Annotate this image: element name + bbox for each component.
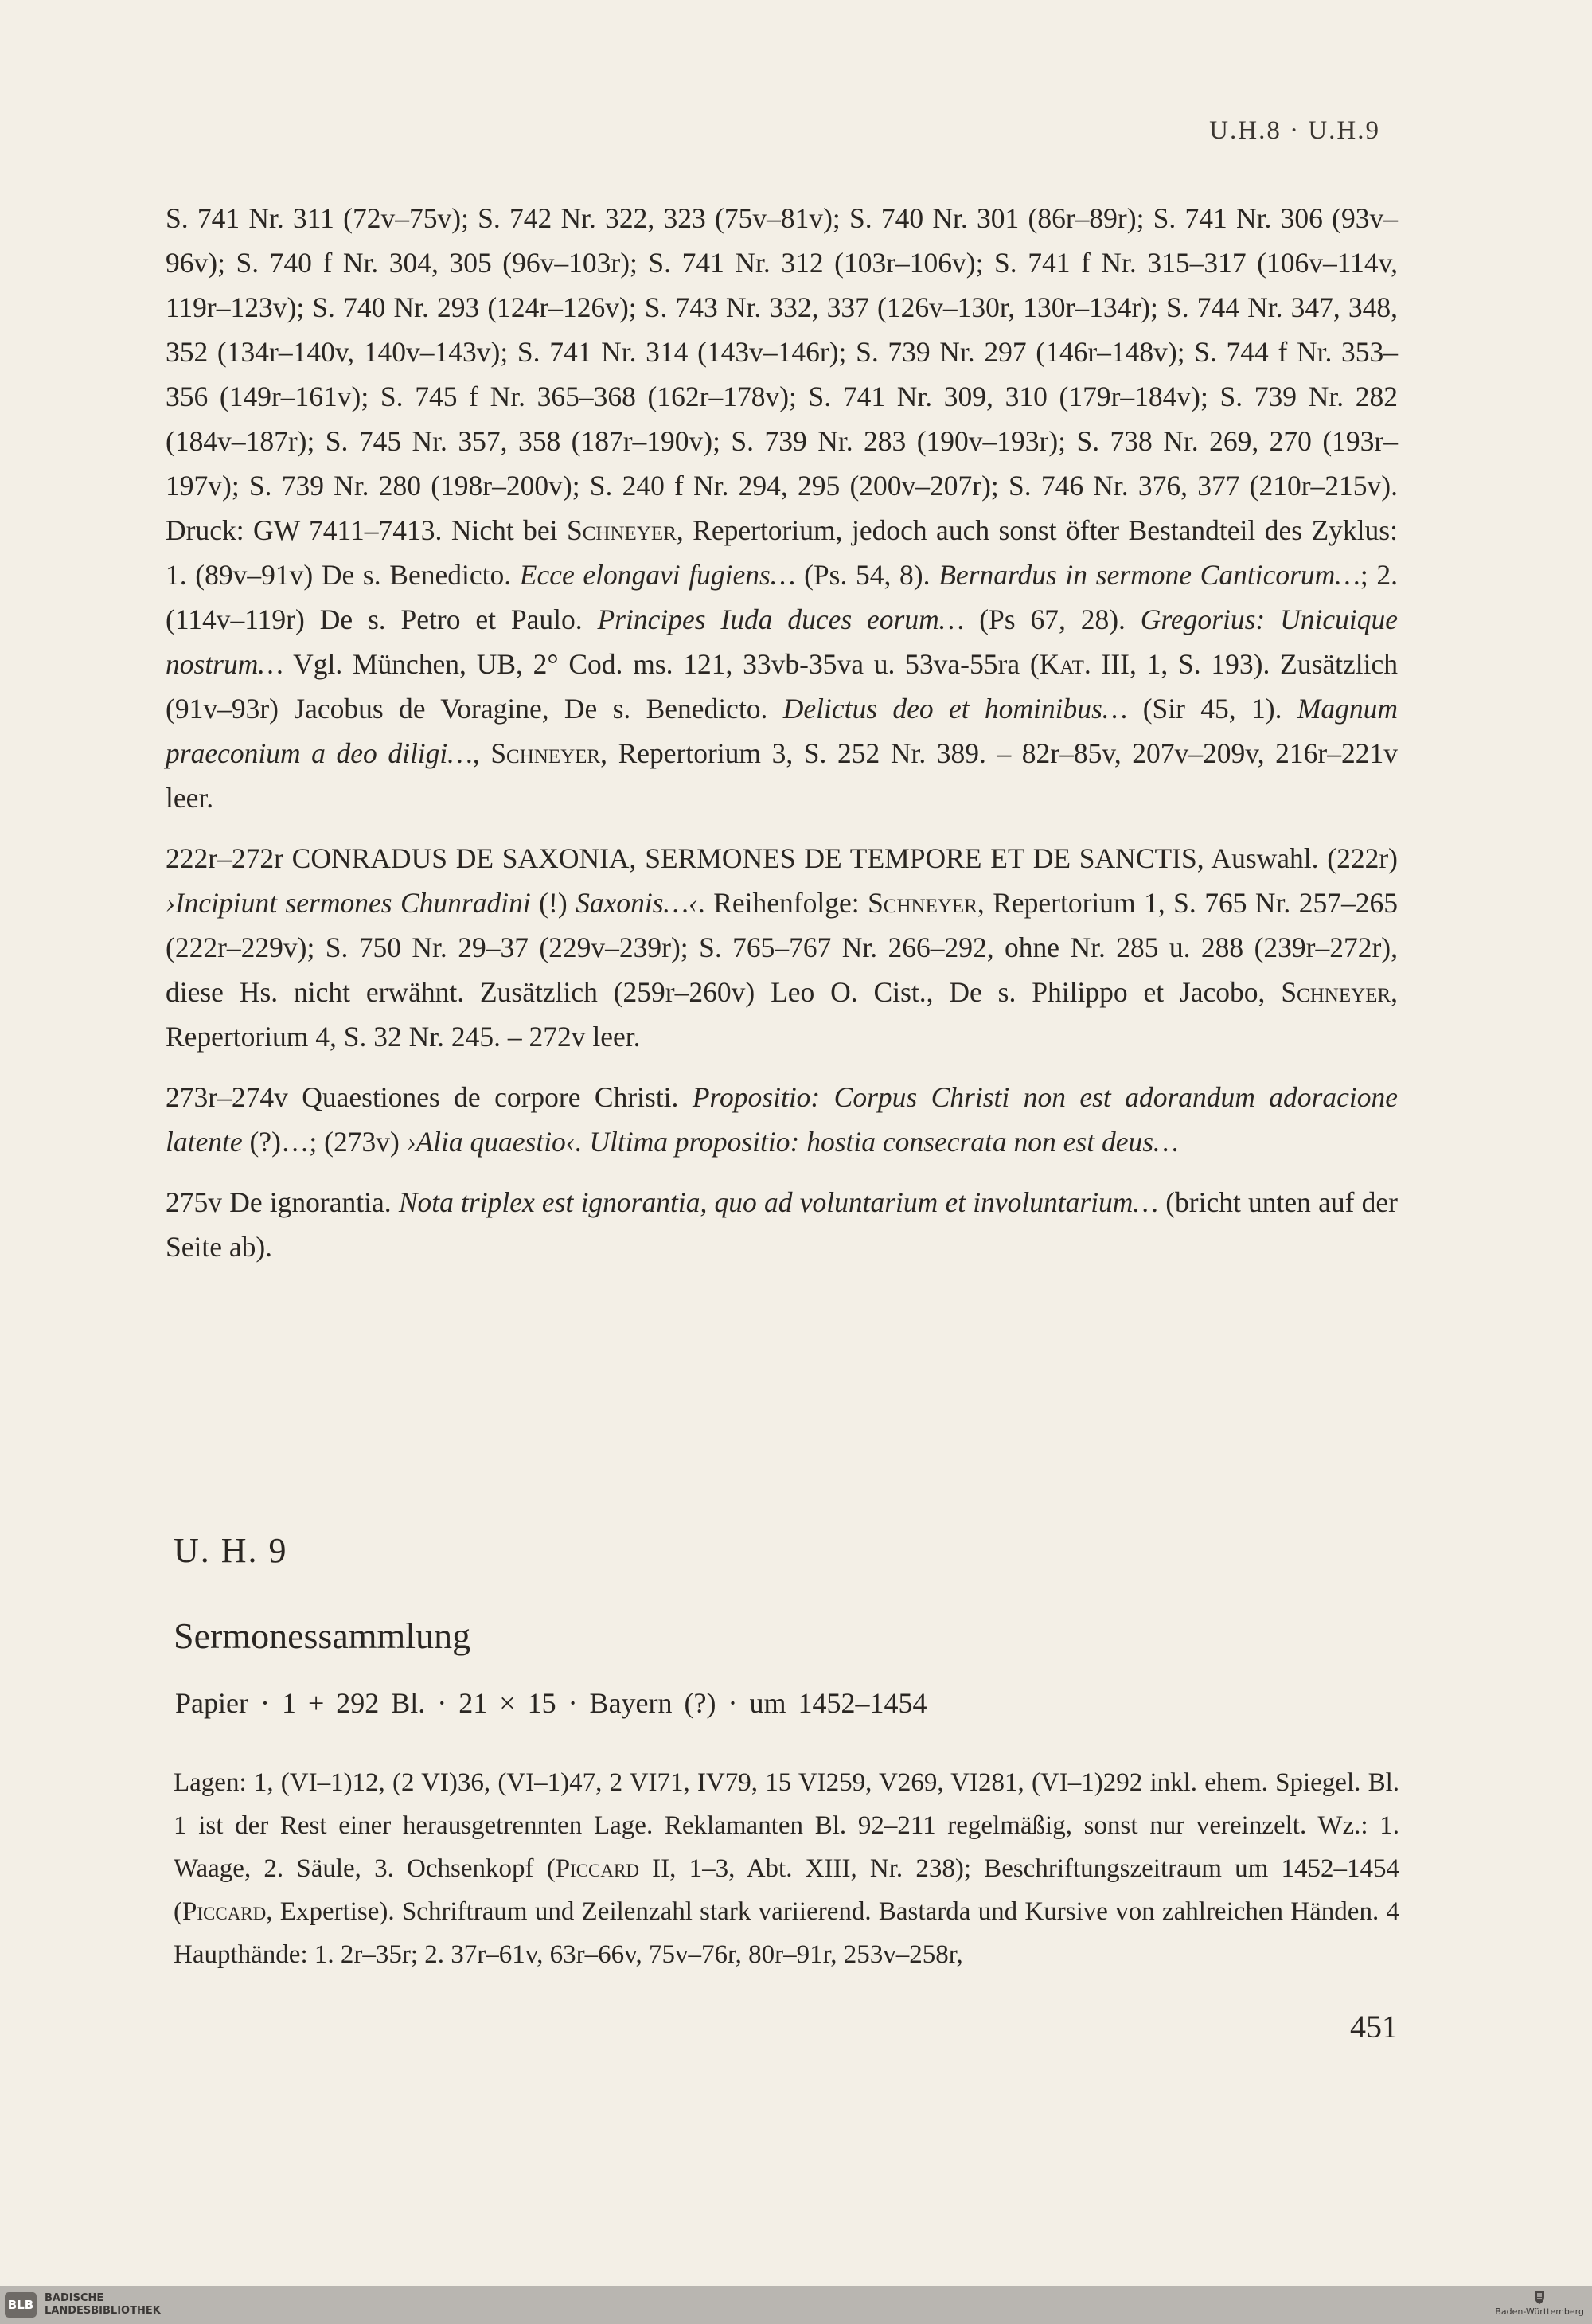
text-run: (Sir 45, 1).: [1127, 693, 1297, 725]
text-run: , Expertise). Schriftraum und Zeilenzahl stark variierend. Bastarda und Kursive von zahlreichen Händen. 4 Haupthände: 1. 2r–35r; 2. 37r–61v, 63r–66v, 75v–76r, 80r–91r, 253v–258r,: [174, 1897, 1399, 1969]
incipit: Ecce elongavi fugiens…: [519, 559, 796, 591]
text-run: Vgl. München, UB, 2° Cod. ms. 121, 33vb-35va u. 53va-55ra (: [283, 648, 1040, 680]
running-head: U.H.8 · U.H.9: [1209, 116, 1380, 145]
author-name: Schneyer: [868, 887, 977, 919]
text-run: ,: [472, 737, 491, 769]
text-run: , Repertorium 1, S. 765 Nr. 257–265 (222r–229v); S. 750 Nr. 29–37 (229v–239r); S. 765–767 Nr. 266–292, ohne Nr. 285 u. 288 (239r–272r), diese Hs. nicht erwähnt. Zusätzlich (259r–260v) Leo O. Cist., De s. Philippo et Jacobo,: [166, 887, 1399, 1008]
author-name: Piccard: [182, 1897, 267, 1926]
author-name: Schneyer: [567, 514, 677, 546]
incipit: Gregorius: Unicuique nostrum…: [166, 603, 1398, 680]
text-run: . Reihenfolge:: [697, 887, 868, 919]
incipit: ›Incipiunt sermones Chunradini: [166, 887, 531, 919]
paragraph-quaestiones: [166, 1075, 1398, 1164]
text-run: , Repertorium 3, S. 252 Nr. 389. – 82r–85v, 207v–209v, 216r–221v leer.: [166, 737, 1399, 814]
author-name: Schneyer: [490, 737, 601, 769]
incipit: Delictus deo et hominibus…: [782, 693, 1128, 725]
text-run: (Ps 67, 28).: [964, 603, 1141, 635]
author-name: Schneyer: [1281, 976, 1391, 1008]
catalog-abbrev: Kat.: [1039, 648, 1091, 680]
paragraph-conradus: [166, 836, 1398, 1059]
paragraph-references: [166, 196, 1398, 820]
incipit: Magnum praeconium a deo diligi…: [166, 693, 1398, 769]
text-run: Lagen: 1, (VI–1)12, (2 VI)36, (VI–1)47, 2 VI71, IV79, 15 VI259, V269, VI281, (VI–1)292 inkl. ehem. Spiegel. Bl. 1 ist der Rest einer herausgetrennten Lage. Reklamanten Bl. 92–211 regelmäßig, sonst nur vereinzelt. Wz.: 1. Waage, 2. Säule, 3. Ochsenkopf (: [174, 1768, 1399, 1883]
library-name: [45, 2292, 161, 2318]
entry-text: [166, 196, 1398, 1285]
partner-logo: [1495, 2289, 1584, 2317]
text-run: 273r–274v Quaestiones de corpore Christi.: [166, 1081, 693, 1113]
incipit: Principes Iuda duces eorum…: [597, 603, 965, 635]
collation-paragraph: [174, 1761, 1399, 1976]
paragraph-ignorantia: [166, 1180, 1398, 1269]
text-run: , Repertorium, jedoch auch sonst öfter Bestandteil des Zyklus: 1. (89v–91v) De s. Benedicto.: [166, 514, 1398, 591]
library-logo: BLB: [5, 2292, 37, 2318]
incipit: Nota triplex est ignorantia, quo ad voluntarium et involuntarium…: [398, 1186, 1159, 1218]
incipit: Propositio: Corpus Christi non est adorandum adoracione latente: [166, 1081, 1399, 1158]
incipit: ›Alia quaestio‹. Ultima propositio: hostia consecrata non est deus…: [406, 1126, 1179, 1158]
page-number: 451: [1350, 2009, 1398, 2045]
text-run: 222r–272r CONRADUS DE SAXONIA, SERMONES DE TEMPORE ET DE SANCTIS, Auswahl. (222r): [166, 842, 1398, 874]
shelfmark-heading: U. H. 9: [174, 1531, 288, 1570]
text-run: S. 741 Nr. 311 (72v–75v); S. 742 Nr. 322, 323 (75v–81v); S. 740 Nr. 301 (86r–89r); S. 741 Nr. 306 (93v–96v); S. 740 f Nr. 304, 305 (96v–103r); S. 741 Nr. 312 (103r–106v); S. 741 f Nr. 315–317 (106v–114v, 119r–123v); S. 740 Nr. 293 (124r–126v); S. 743 Nr. 332, 337 (126v–130r, 130r–134r); S. 744 Nr. 347, 348, 352 (134r–140v, 140v–143v); S. 741 Nr. 314 (143v–146r); S. 739 Nr. 297 (146r–148v); S. 744 f Nr. 353–356 (149r–161v); S. 745 f Nr. 365–368 (162r–178v); S. 741 Nr. 309, 310 (179r–184v); S. 739 Nr. 282 (184v–187r); S. 745 Nr. 357, 358 (187r–190v); S. 739 Nr. 283 (190v–193r); S. 738 Nr. 269, 270 (193r–197v); S. 739 Nr. 280 (198r–200v); S. 240 f Nr. 294, 295 (200v–207r); S. 746 Nr. 376, 377 (210r–215v). Druck: GW 7411–7413. Nicht bei: [166, 202, 1398, 546]
crest-icon: [1533, 2289, 1546, 2305]
text-run: (bricht unten auf der Seite ab).: [166, 1186, 1398, 1263]
physical-description: Papier · 1 + 292 Bl. · 21 × 15 · Bayern (?) · um 1452–1454: [175, 1687, 927, 1719]
incipit: Bernardus in sermone Canticorum…: [938, 559, 1360, 591]
footer-bar: [0, 2286, 1592, 2324]
text-run: ; 2. (114v–119r) De s. Petro et Paulo.: [166, 559, 1399, 635]
text-run: II, 1–3, Abt. XIII, Nr. 238); Beschriftungszeitraum um 1452–1454 (: [174, 1854, 1399, 1926]
text-run: (?)…; (273v): [242, 1126, 407, 1158]
entry-title: Sermonessammlung: [174, 1615, 471, 1656]
partner-name: Baden-Württemberg: [1495, 2306, 1584, 2317]
text-run: (Ps. 54, 8).: [795, 559, 939, 591]
author-name: Piccard: [555, 1854, 639, 1883]
text-run: (!): [530, 887, 576, 919]
text-run: 275v De ignorantia.: [166, 1186, 399, 1218]
library-name-line1: BADISCHE: [45, 2292, 104, 2304]
text-run: , Repertorium 4, S. 32 Nr. 245. – 272v leer.: [166, 976, 1398, 1053]
incipit: Saxonis…‹: [576, 887, 698, 919]
library-name-line2: LANDESBIBLIOTHEK: [45, 2305, 161, 2317]
text-run: III, 1, S. 193). Zusätzlich (91v–93r) Jacobus de Voragine, De s. Benedicto.: [166, 648, 1398, 725]
